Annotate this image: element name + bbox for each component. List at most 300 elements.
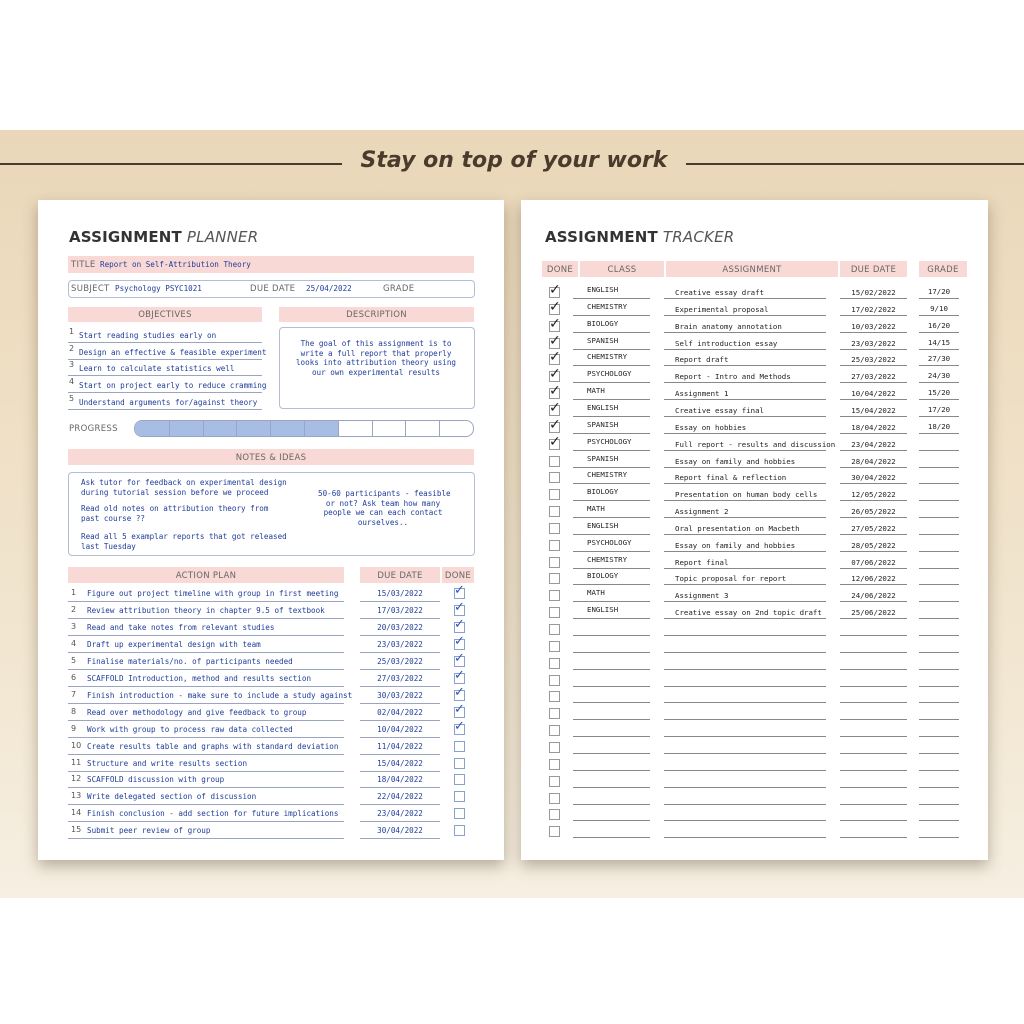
action-due-date[interactable]: 30/03/2022 [377,690,423,700]
tracker-class[interactable]: CHEMISTRY [587,470,628,480]
action-number: 1 [71,588,77,597]
due-line [840,365,907,366]
note-side-line: ourselves.. [357,517,409,527]
title-value[interactable]: Report on Self-Attribution Theory [100,260,251,269]
action-due-line [360,838,440,839]
tracker-assignment[interactable]: Assignment 3 [675,591,729,601]
action-due-date[interactable]: 23/04/2022 [377,809,423,819]
tracker-assignment[interactable]: Presentation on human body cells [675,490,818,500]
tracker-grade[interactable]: 18/20 [927,421,951,431]
tracker-class[interactable]: ENGLISH [587,605,619,615]
tracker-heading-bold: ASSIGNMENT [545,228,658,246]
objective-item[interactable]: Understand arguments for/against theory [79,398,258,407]
grade-line [919,736,959,737]
tracker-due-date[interactable]: 28/04/2022 [851,456,896,466]
due-line [840,601,907,602]
action-line [68,652,344,653]
tracker-due-date[interactable]: 25/03/2022 [851,355,896,365]
action-task[interactable]: Finish conclusion - add section for future implications [87,809,339,819]
tracker-due-date[interactable]: 10/04/2022 [851,389,896,399]
tracker-due-date[interactable]: 24/06/2022 [851,591,896,601]
due-line [840,584,907,585]
action-line [68,821,344,822]
tracker-due-date[interactable]: 27/03/2022 [851,372,896,382]
grade-line [919,467,959,468]
action-number: 4 [71,638,77,648]
due-line [840,416,907,417]
note-line: past course ?? [81,513,146,523]
col-assignment-label: ASSIGNMENT [722,265,782,275]
due-line [840,652,907,653]
checkmark-icon: ✓ [549,416,561,433]
tracker-grade[interactable]: 16/20 [927,320,951,330]
action-line [68,754,344,755]
tracker-assignment[interactable]: Creative essay on 2nd topic draft [675,608,822,618]
action-done-checkbox[interactable] [454,808,465,819]
tracker-assignment[interactable]: Experimental proposal [675,304,769,314]
grade-line [919,770,959,771]
tracker-done-checkbox[interactable] [549,793,560,804]
action-task[interactable]: Create results table and graphs with standard deviation [87,741,339,751]
grade-line [919,753,959,754]
tracker-done-checkbox[interactable] [549,489,560,500]
tracker-done-checkbox[interactable] [549,573,560,584]
tracker-done-checkbox[interactable] [549,691,560,702]
grade-line [919,332,959,333]
action-line [68,720,344,721]
note-line: Ask tutor for feedback on experimental design [81,478,287,487]
grade-line [919,483,959,484]
note-side-line: 50-60 participants - feasible [318,489,451,498]
due-line [840,719,907,720]
action-line [68,787,344,788]
tracker-done-checkbox[interactable] [549,456,560,467]
grade-line [919,584,959,585]
assignment-line [664,534,826,535]
grade-line [919,298,959,299]
assignment-line [664,332,826,333]
action-number: 11 [71,757,82,767]
due-line [840,702,907,703]
tracker-done-checkbox[interactable] [549,759,560,770]
tracker-done-checkbox[interactable] [549,658,560,669]
action-due-line [360,686,440,687]
note-line: Read all 5 examplar reports that got released [81,532,287,541]
action-due-date[interactable]: 15/04/2022 [377,758,423,768]
tracker-due-date[interactable]: 18/04/2022 [851,422,896,432]
action-number: 15 [71,825,82,835]
tracker-done-checkbox[interactable] [549,641,560,652]
due-line [840,686,907,687]
checkmark-icon: ✓ [549,315,561,332]
tracker-grade[interactable]: 15/20 [927,388,951,398]
action-task[interactable]: Submit peer review of group [87,826,211,836]
tracker-assignment[interactable]: Self introduction essay [675,338,778,348]
description-label: DESCRIPTION [346,310,407,320]
action-line [68,618,344,619]
class-line [573,382,650,383]
action-due-date[interactable]: 23/03/2022 [377,639,423,649]
action-task[interactable]: SCAFFOLD Introduction, method and results section [87,673,312,683]
assignment-line [664,618,826,619]
tracker-assignment[interactable]: Full report - results and discussion [675,439,836,449]
checkmark-icon: ✓ [454,583,465,598]
grade-line [919,702,959,703]
checkmark-icon: ✓ [549,433,561,450]
progress-segment-divider [372,421,373,436]
action-due-date[interactable]: 11/04/2022 [377,741,423,751]
class-line [573,686,650,687]
tracker-class[interactable]: PSYCHOLOGY [587,436,632,446]
action-due-line [360,737,440,738]
banner-rule-left [0,163,342,165]
due-line [840,837,907,838]
objective-number: 3 [69,360,75,369]
tracker-class[interactable]: MATH [587,588,605,598]
due-line [840,669,907,670]
progress-segment-divider [304,421,305,436]
objective-line [68,409,262,410]
objective-item[interactable]: Learn to calculate statistics well [79,364,235,373]
assignment-line [664,787,826,788]
tracker-due-date[interactable]: 15/02/2022 [851,288,896,297]
action-line [68,669,344,670]
class-line [573,467,650,468]
action-task[interactable]: Figure out project timeline with group in first meeting [87,589,339,598]
grade-line [919,349,959,350]
grade-line [919,416,959,417]
progress-segment-divider [439,421,440,436]
tracker-assignment[interactable]: Report final [675,557,729,567]
grade-line [919,719,959,720]
action-number: 12 [71,774,82,784]
due-line [840,736,907,737]
tracker-done-checkbox[interactable] [549,776,560,787]
action-due-date[interactable]: 10/04/2022 [377,724,423,734]
tracker-due-date[interactable]: 17/02/2022 [851,304,896,314]
action-due-date[interactable]: 30/04/2022 [377,826,423,836]
banner-rule-right [686,163,1024,165]
tracker-assignment[interactable]: Creative essay final [675,405,764,415]
tracker-grade[interactable]: 9/10 [930,303,948,313]
tracker-done-checkbox[interactable] [549,742,560,753]
action-task[interactable]: Draft up experimental design with team [87,639,261,649]
assignment-line [664,601,826,602]
action-task[interactable]: Read over methodology and give feedback to group [87,707,307,717]
action-due-line [360,703,440,704]
action-line [68,635,344,636]
tracker-class[interactable]: MATH [587,504,605,514]
col-due-label: DUE DATE [850,265,897,275]
objective-line [68,375,262,376]
tracker-assignment[interactable]: Essay on family and hobbies [675,540,796,550]
objective-item[interactable]: Design an effective & feasible experiment [79,348,267,357]
tracker-due-date[interactable]: 23/03/2022 [851,338,896,348]
grade-label: GRADE [383,284,415,294]
grade-line [919,804,959,805]
checkmark-icon: ✓ [549,298,561,315]
due-line [840,551,907,552]
tracker-due-date[interactable]: 07/06/2022 [851,557,896,567]
objective-item[interactable]: Start reading studies early on [79,331,217,340]
planner-heading [69,228,258,246]
grade-line [919,837,959,838]
grade-line [919,568,959,569]
tracker-done-checkbox[interactable] [549,708,560,719]
action-number: 5 [71,655,77,665]
class-line [573,837,650,838]
action-done-checkbox[interactable] [454,791,465,802]
checkmark-icon: ✓ [549,349,561,366]
assignment-line [664,467,826,468]
action-task[interactable]: Structure and write results section [87,758,248,768]
action-due-line [360,821,440,822]
class-line [573,399,650,400]
action-task[interactable]: Write delegated section of discussion [87,792,257,802]
action-due-date[interactable]: 02/04/2022 [377,707,423,717]
tracker-grade[interactable]: 27/30 [927,354,951,364]
action-task[interactable]: Review attribution theory in chapter 9.5 of textbook [87,605,325,615]
action-due-line [360,804,440,805]
class-line [573,568,650,569]
tracker-done-checkbox[interactable] [549,607,560,618]
tracker-class[interactable]: BIOLOGY [587,571,619,581]
assignment-line [664,736,826,737]
tracker-due-date[interactable]: 26/05/2022 [851,507,896,517]
tracker-due-date[interactable]: 27/05/2022 [851,523,896,533]
tracker-heading-light: TRACKER [662,228,735,246]
due-line [840,298,907,299]
tracker-assignment[interactable]: Essay on hobbies [675,422,747,432]
grade-line [919,669,959,670]
progress-label: PROGRESS [69,424,118,434]
class-line [573,787,650,788]
tracker-due-date[interactable]: 12/06/2022 [851,574,896,584]
assignment-line [664,517,826,518]
action-due-date[interactable]: 25/03/2022 [377,656,423,666]
progress-segment-divider [270,421,271,436]
action-line [68,601,344,602]
grade-line [919,450,959,451]
tracker-assignment[interactable]: Topic proposal for report [675,574,787,584]
objective-number: 1 [69,327,75,336]
due-line [840,568,907,569]
subject-value[interactable]: Psychology PSYC1021 [115,284,202,293]
assignment-line [664,635,826,636]
action-due-date[interactable]: 18/04/2022 [377,775,423,785]
action-due-date[interactable]: 22/04/2022 [377,792,423,802]
tracker-assignment[interactable]: Report draft [675,355,729,365]
tracker-class[interactable]: CHEMISTRY [587,301,628,311]
action-due-date[interactable]: 15/03/2022 [377,589,423,598]
class-line [573,804,650,805]
checkmark-icon: ✓ [454,684,465,700]
tracker-class[interactable]: ENGLISH [587,402,619,412]
tracker-done-checkbox[interactable] [549,725,560,736]
tracker-class[interactable]: PSYCHOLOGY [587,369,632,379]
assignment-line [664,820,826,821]
action-due-line [360,669,440,670]
progress-segment-divider [236,421,237,436]
tracker-due-date[interactable]: 10/03/2022 [851,321,896,331]
action-due-date[interactable]: 27/03/2022 [377,673,423,683]
action-done-checkbox[interactable] [454,758,465,769]
class-line [573,483,650,484]
tracker-class[interactable]: PSYCHOLOGY [587,537,632,547]
class-line [573,736,650,737]
tracker-assignment[interactable]: Creative essay draft [675,288,764,297]
progress-segment-divider [405,421,406,436]
tracker-due-date[interactable]: 23/04/2022 [851,439,896,449]
tracker-assignment[interactable]: Report - Intro and Methods [675,372,791,382]
tracker-class[interactable]: BIOLOGY [587,318,619,328]
tracker-class[interactable]: BIOLOGY [587,487,619,497]
tracker-assignment[interactable]: Report final & reflection [675,473,787,483]
tracker-done-checkbox[interactable] [549,675,560,686]
tracker-done-checkbox[interactable] [549,809,560,820]
class-line [573,820,650,821]
action-due-date[interactable]: 17/03/2022 [377,605,423,615]
assignment-line [664,399,826,400]
action-number: 14 [71,808,82,818]
tracker-class[interactable]: SPANISH [587,335,619,345]
tracker-done-checkbox[interactable] [549,590,560,601]
tracker-due-date[interactable]: 28/05/2022 [851,540,896,550]
tracker-done-checkbox[interactable] [549,506,560,517]
action-done-checkbox[interactable] [454,774,465,785]
col-done-label: DONE [546,265,574,275]
tracker-due-date[interactable]: 15/04/2022 [851,405,896,415]
due-line [840,483,907,484]
banner-title: Stay on top of your work [360,148,668,173]
tracker-class[interactable]: CHEMISTRY [587,554,628,564]
class-line [573,534,650,535]
action-number: 10 [71,740,82,750]
action-task[interactable]: Finish introduction - make sure to include a study against [87,690,353,700]
class-line [573,652,650,653]
col-class-label: CLASS [607,265,637,275]
class-line [573,416,650,417]
tracker-grade[interactable]: 14/15 [927,337,951,347]
grade-line [919,787,959,788]
class-line [573,365,650,366]
class-line [573,450,650,451]
action-due-date[interactable]: 20/03/2022 [377,622,423,632]
tracker-due-date[interactable]: 30/04/2022 [851,473,896,483]
action-due-line [360,618,440,619]
action-line [68,804,344,805]
tracker-assignment[interactable]: Essay on family and hobbies [675,456,796,466]
banner [0,146,1024,182]
checkmark-icon: ✓ [454,650,465,666]
action-task[interactable]: Finalise materials/no. of participants needed [87,656,293,666]
description-line: The goal of this assignment is to [300,339,452,348]
assignment-line [664,483,826,484]
action-plan-label: ACTION PLAN [175,571,237,581]
checkmark-icon: ✓ [454,633,465,649]
progress-segment-divider [338,421,339,436]
tracker-done-checkbox[interactable] [549,557,560,568]
grade-line [919,382,959,383]
tracker-class[interactable]: MATH [587,386,605,396]
objectives-label: OBJECTIVES [138,310,192,320]
notes-label: NOTES & IDEAS [235,453,307,463]
action-done-checkbox[interactable] [454,825,465,836]
assignment-line [664,669,826,670]
tracker-class[interactable]: ENGLISH [587,285,619,294]
tracker-grade[interactable]: 17/20 [927,404,951,414]
class-line [573,500,650,501]
action-task[interactable]: Work with group to process raw data collected [87,724,293,734]
tracker-done-checkbox[interactable] [549,472,560,483]
planner-heading-bold: ASSIGNMENT [69,228,182,246]
tracker-due-date[interactable]: 25/06/2022 [851,608,896,618]
objective-item[interactable]: Start on project early to reduce cramming [79,381,267,390]
due-date-value[interactable]: 25/04/2022 [306,284,352,293]
tracker-class[interactable]: ENGLISH [587,520,619,530]
class-line [573,601,650,602]
progress-segment-divider [203,421,204,436]
due-line [840,787,907,788]
assignment-line [664,753,826,754]
tracker-class[interactable]: SPANISH [587,453,619,463]
objective-number: 4 [69,377,75,386]
action-task[interactable]: Read and take notes from relevant studies [87,622,275,632]
tracker-done-checkbox[interactable] [549,540,560,551]
action-due-line [360,635,440,636]
tracker-assignment[interactable]: Assignment 2 [675,507,729,517]
grade-line [919,534,959,535]
tracker-class[interactable]: CHEMISTRY [587,352,628,362]
action-number: 7 [71,689,77,699]
tracker-assignment[interactable]: Oral presentation on Macbeth [675,523,800,533]
tracker-done-checkbox[interactable] [549,826,560,837]
due-line [840,804,907,805]
tracker-done-checkbox[interactable] [549,523,560,534]
action-done-checkbox[interactable] [454,741,465,752]
tracker-assignment[interactable]: Brain anatomy annotation [675,321,782,331]
assignment-line [664,837,826,838]
assignment-line [664,568,826,569]
due-line [840,753,907,754]
tracker-grade[interactable]: 24/30 [927,371,951,381]
planner-heading-light: PLANNER [186,228,259,246]
grade-line [919,500,959,501]
assignment-line [664,719,826,720]
action-number: 13 [71,791,82,801]
action-task[interactable]: SCAFFOLD discussion with group [87,775,225,785]
due-line [840,820,907,821]
action-due-line [360,754,440,755]
grade-line [919,365,959,366]
action-line [68,703,344,704]
checkmark-icon: ✓ [549,399,561,416]
tracker-grade[interactable]: 17/20 [927,287,951,296]
action-line [68,838,344,839]
class-line [573,753,650,754]
checkmark-icon: ✓ [549,383,561,400]
grade-line [919,399,959,400]
class-line [573,332,650,333]
tracker-heading [545,228,734,246]
action-line [68,771,344,772]
tracker-class[interactable]: SPANISH [587,419,619,429]
tracker-assignment[interactable]: Assignment 1 [675,389,729,399]
tracker-done-checkbox[interactable] [549,624,560,635]
action-line [68,686,344,687]
tracker-due-date[interactable]: 12/05/2022 [851,490,896,500]
objective-line [68,392,262,393]
